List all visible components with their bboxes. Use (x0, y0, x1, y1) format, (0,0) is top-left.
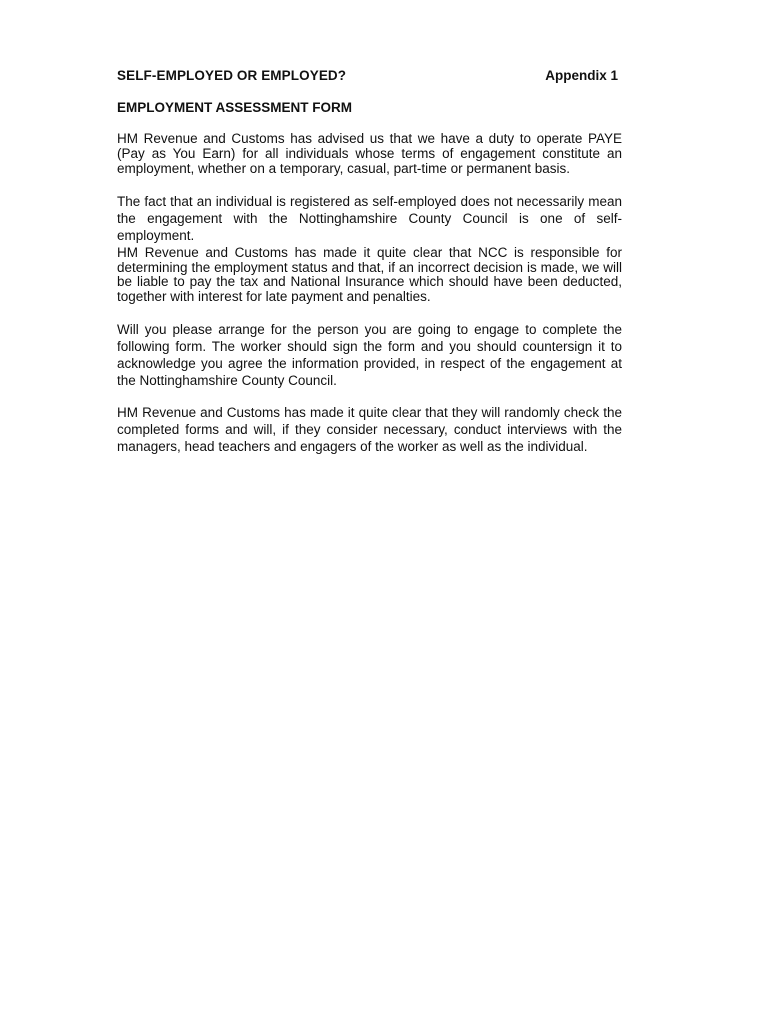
document-content (117, 68, 622, 455)
paragraph-paye-duty: HM Revenue and Customs has advised us that we have a duty to operate PAYE (Pay as You Earn) for all individuals whose terms of engagement constitute an employment, whether on a temporary, casual, part-time or permanent basis. (117, 131, 622, 176)
paragraph-ncc-responsibility: HM Revenue and Customs has made it quite clear that NCC is responsible for determining the employment status and that, if an incorrect decision is made, we will be liable to pay the tax and National Insurance which should have been deducted, together with interest for late payment and penalties. (117, 245, 622, 305)
paragraph-form-instructions: Will you please arrange for the person you are going to engage to complete the following form. The worker should sign the form and you should countersign it to acknowledge you agree the information provided, in respect of the engagement at the Nottinghamshire County Council. (117, 321, 622, 388)
appendix-label: Appendix 1 (545, 68, 618, 83)
header-row (117, 68, 622, 88)
form-subtitle: EMPLOYMENT ASSESSMENT FORM (117, 100, 353, 115)
paragraph-self-employed-registration: The fact that an individual is registered as self-employed does not necessarily mean the engagement with the Nottinghamshire County Council is one of self-employment. (117, 194, 622, 243)
document-title: SELF-EMPLOYED OR EMPLOYED? (117, 68, 347, 83)
paragraph-random-checks: HM Revenue and Customs has made it quite clear that they will randomly check the completed forms and will, if they consider necessary, conduct interviews with the managers, head teachers and engagers of the worker as well as the individual. (117, 404, 622, 455)
